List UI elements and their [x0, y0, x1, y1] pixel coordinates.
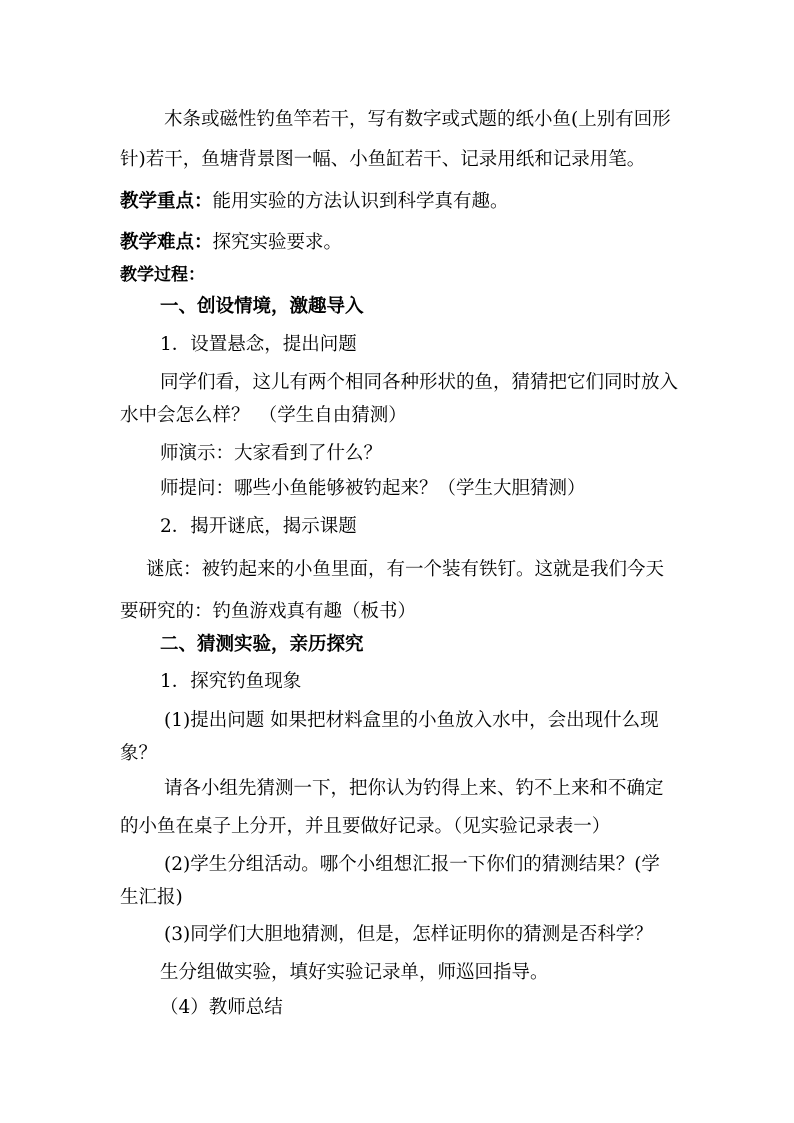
section-2-heading: 二、猜测实验，亲历探究 [160, 634, 364, 655]
step-3: (3)同学们大胆地猜测，但是，怎样证明你的猜测是否科学？ [164, 924, 653, 945]
step-2-line-1: (2)学生分组活动。哪个小组想汇报一下你们的猜测结果？(学 [164, 854, 660, 875]
teaching-focus-text: 能用实验的方法认识到科学真有趣。 [212, 191, 509, 212]
guess-line-1: 请各小组先猜测一下，把你认为钓得上来、钓不上来和不确定 [164, 778, 664, 799]
section-1-para-1-line-2: 水中会怎么样？ （学生自由猜测） [120, 405, 407, 426]
guess-line-2: 的小鱼在桌子上分开，并且要做好记录。（见实验记录表一） [120, 816, 611, 837]
section-1-heading: 一、创设情境，激趣导入 [160, 296, 364, 317]
teacher-demo: 师演示：大家看到了什么？ [160, 443, 383, 464]
riddle-line-1: 谜底：被钓起来的小鱼里面，有一个装有铁钉。这就是我们今天 [146, 559, 665, 580]
step-4: （4）教师总结 [160, 997, 283, 1018]
group-experiment: 生分组做实验，填好实验记录单，师巡回指导。 [160, 962, 549, 983]
step-1-line-2: 象？ [120, 743, 158, 764]
section-1-item-1: 1．设置悬念，提出问题 [160, 334, 357, 355]
step-2-line-2: 生汇报) [120, 887, 183, 908]
teaching-difficulty [120, 231, 342, 255]
teacher-question: 师提问：哪些小鱼能够被钓起来？（学生大胆猜测） [160, 478, 586, 499]
teaching-process-label: 教学过程： [120, 265, 205, 285]
section-2-item-1: 1．探究钓鱼现象 [160, 671, 302, 692]
teaching-focus-label: 教学重点： [120, 191, 213, 212]
teaching-difficulty-label: 教学难点： [120, 232, 213, 253]
teaching-difficulty-text: 探究实验要求。 [212, 232, 343, 253]
step-1-line-1: (1)提出问题 如果把材料盒里的小鱼放入水中，会出现什么现 [164, 710, 659, 731]
section-1-para-1-line-1: 同学们看，这儿有两个相同各种形状的鱼，猜猜把它们同时放入 [160, 372, 679, 393]
materials-line-2: 针)若干，鱼塘背景图一幅、小鱼缸若干、记录用纸和记录用笔。 [120, 149, 646, 170]
section-1-item-2: 2．揭开谜底，揭示课题 [160, 516, 357, 537]
riddle-line-2: 要研究的：钓鱼游戏真有趣（板书） [120, 601, 417, 622]
materials-line-1: 木条或磁性钓鱼竿若干，写有数字或式题的纸小鱼(上别有回形 [164, 109, 671, 130]
teaching-focus [120, 190, 509, 214]
